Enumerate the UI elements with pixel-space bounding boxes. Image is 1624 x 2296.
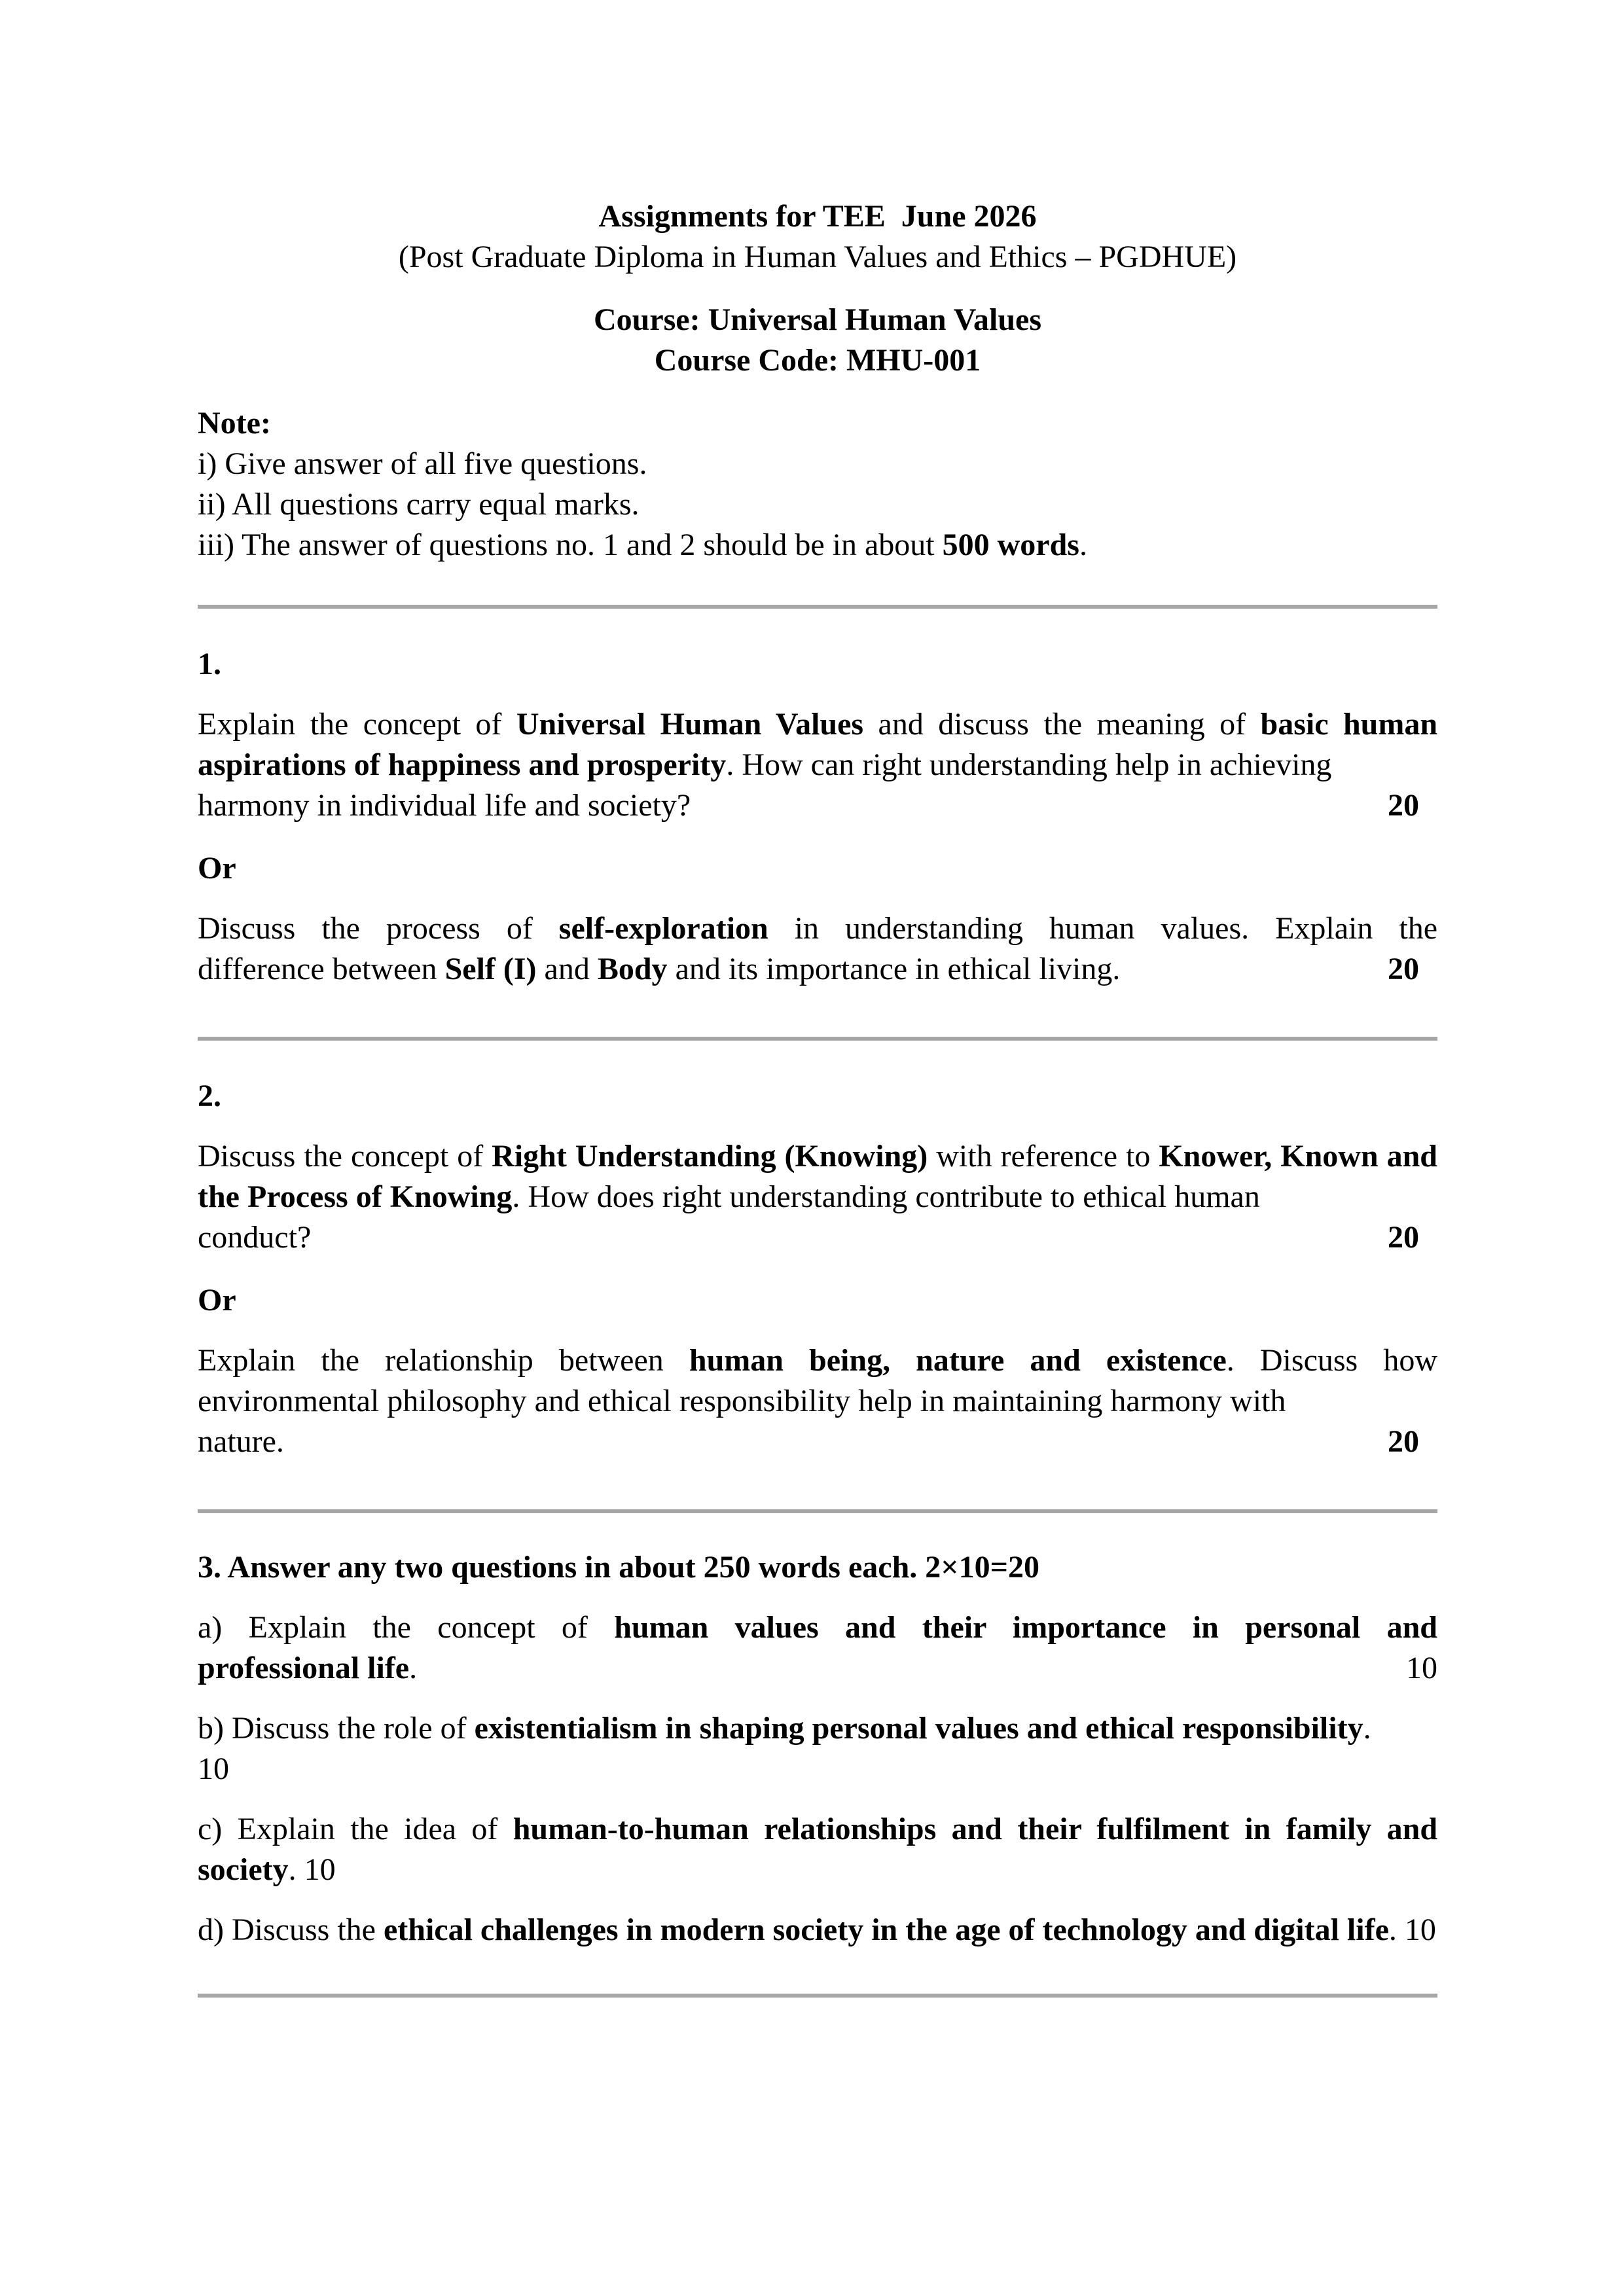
q1a-text: Explain the concept of [198,707,516,742]
q2a-text: Discuss the concept of [198,1139,492,1174]
note-block [198,403,1437,565]
note-item-text: iii) The answer of questions no. 1 and 2 should be in about [198,528,943,562]
section-divider [198,1994,1437,1998]
q2b-text: Explain the relationship between [198,1343,689,1378]
question-3-heading: 3. Answer any two questions in about 250 words each. 2×10=20 [198,1550,1039,1585]
q3a-text: . [409,1651,418,1685]
q2b-bold: human being, nature and existence [689,1343,1227,1378]
document-body [198,196,1437,1998]
q3d-bold: ethical challenges in modern society in the age of technology and digital life [383,1912,1389,1947]
q1b-text: and its importance in ethical living. [667,952,1121,986]
question-2-number: 2. [198,1079,221,1113]
q3c-bold: human-to-human relationships and their fulfilment in family and society [198,1812,1438,1887]
question-3a [198,1607,1437,1689]
q2a-text: . How does right understanding contribute to ethical human [512,1179,1260,1214]
note-item [198,525,1437,565]
question-marks: 20 [1388,1220,1419,1255]
q1b-bold: self-exploration [558,911,768,946]
question-3b [198,1708,1437,1789]
question-3d [198,1910,1437,1950]
document-title: Assignments for TEE June 2026 [598,199,1037,234]
q2a-text: with reference to [928,1139,1159,1174]
note-item: i) Give answer of all five questions. [198,446,647,481]
document-subtitle: (Post Graduate Diploma in Human Values and Ethics – PGDHUE) [398,240,1237,274]
header-block [198,196,1437,381]
q1b-text: Discuss the process of [198,911,559,946]
q3a-text: a) Explain the concept of [198,1610,615,1645]
q3b-text: . [1363,1711,1371,1746]
note-item: ii) All questions carry equal marks. [198,487,640,522]
q3b-text: b) Discuss the role of [198,1711,475,1746]
question-marks: 10 [198,1751,229,1786]
q1b-bold: Self (I) [444,952,537,986]
q3c-text: . 10 [288,1852,336,1887]
section-divider [198,1037,1437,1041]
q1a-text: and discuss the meaning of [863,707,1261,742]
q1b-bold: Body [597,952,668,986]
q1a-text: harmony in individual life and society? [198,788,691,823]
q3d-text: d) Discuss the [198,1912,384,1947]
q3a-bold: professional life [198,1651,410,1685]
q3a-bold: human values and their importance in personal and [614,1610,1437,1645]
q3b-bold: existentialism in shaping personal values and ethical responsibility [474,1711,1363,1746]
q2a-bold: Right Understanding (Knowing) [492,1139,928,1174]
q1b-text: difference between [198,952,445,986]
or-separator: Or [198,1283,236,1318]
question-2b [198,1340,1437,1462]
q2a-bold: Knower, Known and the Process of Knowing [198,1139,1437,1214]
q1a-text: . How can right understanding help in achieving [726,747,1332,782]
note-item-end: . [1079,528,1087,562]
section-divider [198,605,1437,609]
q2b-text: . Discuss how environmental philosophy and ethical responsibility help in maintaining harmony with [198,1343,1438,1418]
or-separator: Or [198,851,236,886]
question-marks: 10 [1406,1651,1437,1685]
question-3c [198,1809,1437,1890]
question-marks: 20 [1388,788,1419,823]
q2a-text: conduct? [198,1220,312,1255]
q1a-bold: basic human aspirations of happiness and prosperity [198,707,1438,782]
q3d-text: . 10 [1388,1912,1436,1947]
q1b-text: and [536,952,598,986]
q1a-bold: Universal Human Values [516,707,864,742]
question-2a [198,1136,1437,1258]
question-1b [198,908,1437,990]
q1b-text: in understanding human values. Explain the [768,911,1438,946]
note-label: Note: [198,406,271,440]
question-marks: 20 [1388,1424,1419,1459]
course-code: Course Code: MHU-001 [654,343,981,378]
course-block [198,300,1437,381]
question-1-number: 1. [198,647,221,681]
q2b-text: nature. [198,1424,284,1459]
q3c-text: c) Explain the idea of [198,1812,513,1846]
question-1a [198,704,1437,826]
course-name: Course: Universal Human Values [593,302,1042,337]
note-word-limit: 500 words [942,528,1079,562]
question-marks: 20 [1388,952,1419,986]
section-divider [198,1509,1437,1513]
